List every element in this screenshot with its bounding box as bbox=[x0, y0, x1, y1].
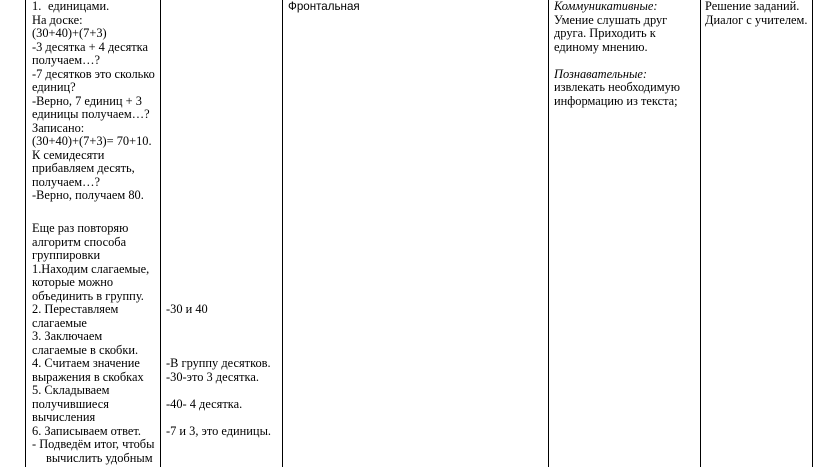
algorithm-line: слагаемые в скобки. bbox=[32, 342, 139, 357]
numbered-item-text: единицами. bbox=[48, 0, 110, 13]
answer-line: -30-это 3 десятка. bbox=[166, 369, 259, 384]
work-form-text: Фронтальная bbox=[288, 0, 360, 13]
algorithm-line: 3. Заключаем bbox=[32, 329, 103, 343]
board-line: К семидесяти bbox=[32, 147, 105, 162]
board-line: (30+40)+(7+3)= 70+10. bbox=[32, 134, 152, 148]
algorithm-line: слагаемые bbox=[32, 315, 87, 330]
board-line: На доске: bbox=[32, 12, 83, 27]
algorithm-line: выражения в скобках bbox=[32, 369, 144, 384]
algorithm-line: 5. Складываем bbox=[32, 383, 110, 397]
column-divider-2 bbox=[282, 0, 283, 467]
answer-line: -40- 4 десятка. bbox=[166, 396, 243, 411]
board-line: получаем…? bbox=[32, 174, 101, 189]
algorithm-line: алгоритм способа bbox=[32, 234, 127, 249]
algorithm-line: группировки bbox=[32, 248, 101, 262]
algorithm-line: 1.Находим слагаемые, bbox=[32, 261, 150, 276]
communicative-line: Умение слушать друг bbox=[554, 12, 668, 27]
cognitive-heading: Познавательные: bbox=[554, 66, 647, 81]
algorithm-line: вычисления bbox=[32, 410, 96, 424]
column-divider-4 bbox=[700, 0, 701, 467]
algorithm-line: 2. Переставляем bbox=[32, 302, 119, 316]
algorithm-line: вычислить удобным bbox=[46, 450, 153, 465]
board-line: -Верно, 7 единиц + 3 bbox=[32, 93, 142, 108]
communicative-heading: Коммуникативные: bbox=[554, 0, 658, 13]
answer-line: -30 и 40 bbox=[166, 302, 208, 316]
communicative-line: друга. Приходить к bbox=[554, 26, 656, 40]
algorithm-line: 4. Считаем значение bbox=[32, 356, 140, 370]
result-line: Решение заданий. bbox=[705, 0, 800, 13]
column-divider-1 bbox=[160, 0, 161, 467]
board-line: -Верно, получаем 80. bbox=[32, 188, 144, 202]
cognitive-line: извлекать необходимую bbox=[554, 80, 681, 94]
table-left-border bbox=[25, 0, 26, 467]
board-line: получаем…? bbox=[32, 53, 101, 67]
board-line: единиц? bbox=[32, 80, 76, 94]
answer-line: -В группу десятков. bbox=[166, 356, 271, 370]
board-line: -7 десятков это сколько bbox=[32, 66, 155, 81]
algorithm-line: - Подведём итог, чтобы bbox=[32, 437, 155, 451]
column-divider-3 bbox=[548, 0, 549, 467]
algorithm-line: которые можно bbox=[32, 275, 114, 289]
board-line: -3 десятка + 4 десятка bbox=[32, 39, 149, 54]
algorithm-line: объединить в группу. bbox=[32, 288, 144, 303]
algorithm-line: 6. Записываем ответ. bbox=[32, 423, 141, 438]
board-line: прибавляем десять, bbox=[32, 161, 135, 175]
board-line: единицы получаем…? bbox=[32, 107, 150, 121]
cognitive-line: информацию из текста; bbox=[554, 93, 678, 108]
result-line: Диалог с учителем. bbox=[705, 12, 808, 27]
board-line: Записано: bbox=[32, 120, 85, 135]
communicative-line: единому мнению. bbox=[554, 39, 648, 54]
table-right-border bbox=[812, 0, 813, 467]
numbered-item-number: 1. bbox=[32, 0, 42, 13]
answer-line: -7 и 3, это единицы. bbox=[166, 423, 271, 438]
algorithm-line: получившиеся bbox=[32, 396, 109, 411]
board-line: (30+40)+(7+3) bbox=[32, 26, 107, 40]
algorithm-line: Еще раз повторяю bbox=[32, 221, 129, 235]
